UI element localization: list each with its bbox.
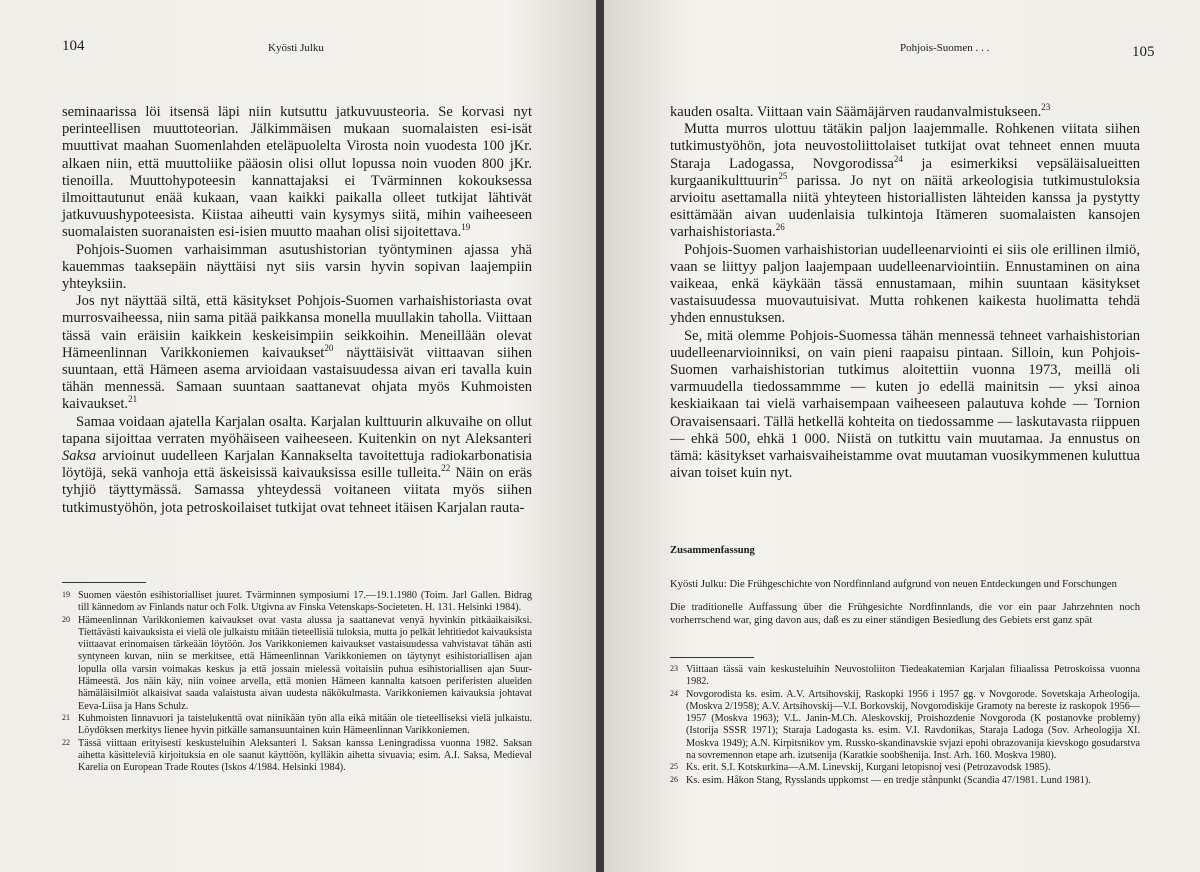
text-run: arvioinut uudelleen Karjalan Kannakselta tavoitettuja radiokarbonatisia löytöjä, sekä vanhoja että äskeisissä kaivauksissa esille tulleita. (62, 448, 532, 482)
text-run: Mutta murros ulottuu tätäkin paljon laajemmalle. Rohkenen viitata siihen tutkimustyöhön, jota neuvostoliittolaiset tutkijat ovat tehneet ennen muuta Staraja Ladogassa, Novgorodissa (670, 121, 1140, 172)
footnote (62, 738, 532, 775)
footnote-text: Hämeenlinnan Varikkoniemen kaivaukset ovat vasta alussa ja saattanevat venyä hyvinkin pitkäaikaisiksi. Tiettävästi kaivauksista ei vielä ole julkaistu mitään tieteellisiä tuloksia, mutta jo pelkät lehtitiedot kaivauksista viittaavat erinomaisen tärkeään löytöön. Jos Varikkoniemen kaivaukset vastaisuudessa vahvistavat tähän asti syntyneen kuvan, niin se merkitsee, että Hämeenlinnan Varikkoniemen on täytynyt esihistoriallisen ajan lopulla olla varsin voimakas keskus ja että jossain mielessä voitaisiin puhua esihistoriallisen ajan Suur-Hämeestä. Jos näin käy, niin voinee arvella, että monien Hämeen kannalta katsoen periferisten alueiden hämäläisilmiöt alkaisivat saada valaistusta aivan uudesta näkökulmasta. Varikkoniemen kaivauksia johtavat Eeva-Liisa ja Hans Schulz. (78, 614, 532, 712)
text-run: Samaa voidaan ajatella Karjalan osalta. Karjalan kulttuurin alkuvaihe on ollut tapana sijoittaa verraten myöhäiseen vaiheeseen. Kuitenkin on nyt Aleksanteri (62, 413, 532, 447)
footnote-text: Kuhmoisten linnavuori ja taistelukenttä ovat niinikään työn alla eikä mitään ole tieteelliseksi vielä julkaistu. Löydöksen merkitys lienee hyvin pitkälle samansuuntainen kuin Hämeenlinnan Varikkoniemen. (78, 712, 532, 737)
text-run: parissa. Jo nyt on näitä arkeologisia tutkimustuloksia arvioitu asettamalla niitä yhteyteen historiallisten lähteiden kanssa ja pystytty esittämään aivan uudenlaisia tulkintoja Itämeren suomalaisten kansojen varhaishistoriasta. (670, 172, 1140, 241)
footnote-number: 25 (670, 762, 678, 772)
footnote-ref: 26 (775, 222, 785, 233)
right-page (604, 0, 1200, 872)
text-run: Jos nyt näyttää siltä, että käsitykset Pohjois-Suomen varhaishistoriasta ovat murrosvaiheessa, niin sama pitää paikkansa monella muullakin taholla. Viittaan tässä vain eräisiin kaikkein keskeisimpiin seikkoihin. Meneillään olevat Hämeenlinnan Varikkoniemen kaivaukset (62, 293, 532, 361)
running-head: Kyösti Julku (268, 42, 324, 54)
paragraph (62, 293, 532, 413)
text-run: kauden osalta. Viittaan vain Säämäjärven raudanvalmistukseen. (670, 104, 1042, 120)
paragraph (670, 121, 1140, 241)
footnotes (62, 590, 532, 774)
footnote (670, 762, 1140, 774)
footnote (670, 664, 1140, 689)
footnote-ref: 24 (893, 153, 903, 164)
footnotes (670, 664, 1140, 787)
summary-title: Zusammenfassung (670, 545, 755, 556)
text-run: seminaarissa löi itsensä läpi niin kutsuttu jatkuvuusteoria. Se korvasi nyt perinteellisen muuttoteorian. Jälkimmäisen mukaan suomalaisten esi-isät muuttivat maahan Suomenlahden eteläpuolelta Virosta noin vuodesta 100 jKr. alkaen niin, että muuttoliike pääosin olisi ollut lopussa noin vuoden 800 jKr. tienoilla. Muuttohypoteesin kannattajaksi ei Tvärminnen kokouksessa ilmoittautunut enää kukaan, vaan kaikki paikalla olleet tutkijat lähtivät jatkuvuushypoteesista. Kiistaa aiheutti vain kysymys siitä, mihin vaiheeseen suomalaisten suoranaisten esi-isien muutto maahan olisi sijoitettava. (62, 104, 532, 241)
footnote-text: Novgorodista ks. esim. A.V. Artsihovskij, Raskopki 1956 i 1957 gg. v Novgorode. Sovetskaja Arheologija. (Moskva 2/1958); A.V. Artsihovskij—V.I. Borkovskij, Novgorodiskije Gramoty na bereste iz raskopok 1956—1957 (Moskva 1963); V.L. Janin-M.Ch. Aleskovskij, Proishozdenie Novgoroda (K postanovke problemy) (Istorija SSSR 1971); Staraja Ladogasta ks. esim. V.I. Ravdonikas, Staraja Ladoga (Sov. Arheologija XI. Moskva 1949); A.N. Kirpitsnikov ym. Russko-skandinavskie svjazi epohi obrazovanija kievskogo gosudarstva na sovremennon etape arh. izutsenija (Karatkie soobšhenija. Inst. Arh. 160. Moskva 1980). (686, 688, 1140, 762)
summary-section (670, 545, 1140, 627)
text-run: Näin on eräs tyhjiö täyttymässä. Samassa yhteydessä voitaneen viitata myös siihen tutkimustyöhön, jota petroskoilaiset tutkijat ovat tehneet itäisen Karjalan rauta- (62, 465, 532, 516)
footnote-text: Viittaan tässä vain keskusteluihin Neuvostoliiton Tiedeakatemian Karjalan filiaalissa Petroskoissa vuonna 1982. (686, 664, 1140, 688)
paragraph (670, 328, 1140, 483)
footnote (670, 775, 1140, 787)
footnote-number: 21 (62, 712, 70, 722)
paragraph (62, 104, 532, 242)
footnote (62, 713, 532, 738)
footnote-ref: 22 (441, 463, 451, 474)
footnote-number: 20 (62, 614, 70, 624)
footnote-text: Ks. esim. Håkon Stang, Rysslands uppkomst — en tredje stånpunkt (Scandia 47/1981. Lund 1981). (686, 774, 1091, 786)
footnote-rule (670, 657, 754, 658)
footnote-text: Suomen väestön esihistorialliset juuret. Tvärminnen symposiumi 17.—19.1.1980 (Toim. Jarl Gallen. Bidrag till kännedom av Finlands natur och Folk. Utgivna av Finska Vetenskaps-Societeten. H. 131. Helsinki 1984). (78, 590, 532, 614)
page-number: 104 (62, 38, 85, 54)
paragraph (670, 242, 1140, 328)
footnote (62, 615, 532, 713)
page-number: 105 (1132, 44, 1155, 60)
footnote-number: 24 (670, 688, 678, 698)
text-run: Pohjois-Suomen varhaisimman asutushistorian työntyminen ajassa yhä kauemmas taaksepäin näyttäisi nyt siis varsin hyvin sopivan laajempiin yhteyksiin. (62, 241, 532, 293)
italic-text: Saksa (62, 448, 97, 465)
footnote (62, 590, 532, 615)
book-gutter (596, 0, 604, 872)
footnote-text: Tässä viittaan erityisesti keskusteluihin Aleksanteri I. Saksan kanssa Leningradissa vuonna 1982. Saksan aihetta käsitteleviä kirjoituksia en ole saanut käyttöön, kylläkin aihetta sivuavia; esim. A.I. Saksa, Medieval Karelia on European Trade Routes (Iskos 4/1984. Helsinki 1984). (78, 737, 532, 774)
body-text (62, 104, 532, 517)
text-run: näyttäisivät viittaavan siihen suuntaan, että Hämeen asema arvioidaan vastaisuudessa aivan eri tavalla kuin tähän mennessä. Samaan suuntaan saattanevat ohjata myös Kuhmoisten kaivaukset. (62, 344, 532, 413)
text-run: Pohjois-Suomen varhaishistorian uudelleenarviointi ei siis ole erillinen ilmiö, vaan se liittyy paljon laajempaan uudelleenarviointiin. Ennustaminen on aina vaikeaa, enkä käykään tässä ennustamaan, mihin suuntaan käsitykset vastaisuudessa muovautuisivat. Mutta rohkenen kaikesta huolimatta tehdä yhden ennustuksen. (670, 241, 1140, 327)
running-head: Pohjois-Suomen . . . (900, 42, 990, 54)
footnote-number: 26 (670, 774, 678, 784)
body-text (670, 104, 1140, 482)
paragraph (670, 104, 1140, 121)
footnote-number: 22 (62, 737, 70, 747)
footnote-number: 19 (62, 590, 70, 599)
footnote-ref: 21 (128, 394, 138, 405)
footnote-text: Ks. erit. S.I. Kotskurkina—A.M. Linevskij, Kurgani letopisnoj vesi (Petrozavodsk 1985). (686, 762, 1051, 774)
footnote-rule (62, 582, 146, 583)
footnote (670, 689, 1140, 763)
footnote-ref: 20 (324, 342, 334, 353)
footnote-ref: 25 (778, 170, 788, 181)
paragraph (62, 414, 532, 517)
footnote-ref: 23 (1041, 102, 1051, 113)
paragraph (62, 242, 532, 294)
footnote-number: 23 (670, 664, 678, 673)
summary-text: Die traditionelle Auffassung über die Frühgesichte Nordfinnlands, die vor ein paar Jahrzehnten noch vorherrschend war, ging davon aus, daß es zu einer ständigen Besiedlung des Gebiets erst ganz spät (670, 602, 1140, 626)
left-page (0, 0, 596, 872)
summary-subtitle: Kyösti Julku: Die Frühgeschichte von Nordfinnland aufgrund von neuen Entdeckungen und Forschungen (670, 579, 1117, 590)
footnote-ref: 19 (461, 222, 471, 233)
text-run: Se, mitä olemme Pohjois-Suomessa tähän mennessä tehneet varhaishistorian uudelleenarvioinniksi, on vain pieni raapaisu pintaan. Silloin, kun Pohjois-Suomen varhaishistorian tutkimus aloitettiin vuonna 1973, meillä oli varmuudella tiedossammme — kuten jo edellä mainitsin — yksi ainoa keskiaikaan tai vielä varhaisempaan vaiheeseen palautuva kohde — Tornion Oravaisensaari. Tällä hetkellä kohteita on tiedossamme — laskutavasta riippuen — ehkä 500, ehkä 1 000. Niistä on tutkittu vain muutamaa. Ja ennustus on tämä: käsitykset varhaisvaiheistamme ovat muutaman vuosikymmenen kuluttua aivan toiset kuin nyt. (670, 327, 1140, 482)
text-run: ja esimerkiksi vepsäläisalueitten kurgaanikulttuurin (670, 155, 1140, 189)
